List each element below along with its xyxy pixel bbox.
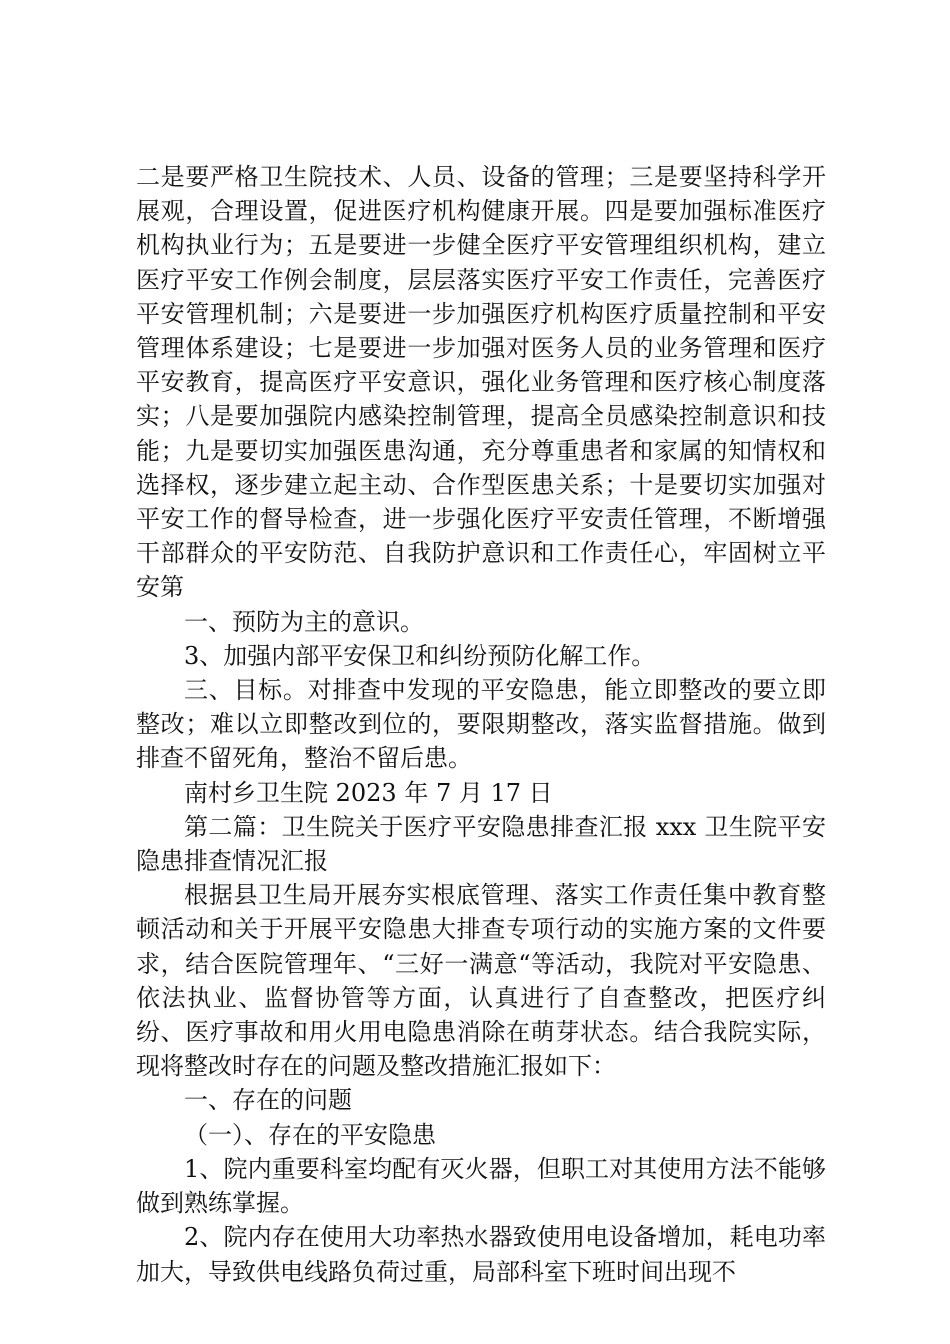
subheading-safety-hazards: （一）、存在的平安隐患 — [184, 1120, 436, 1149]
paragraph-safety-measures: 二是要严格卫生院技术、人员、设备的管理；三是要坚持科学开展观，合理设置，促进医疗机构健康开展。四是要加强标准医疗机构执业行为；五是要进一步健全医疗平安管理组织机构，建立医疗平安工作例会制度，层层落实医疗平安工作责任，完善医疗平安管理机制；六是要进一步加强医疗机构医疗质量控制和平安管理体系建设；七是要进一步加强对医务人员的业务管理和医疗平安教育，提高医疗平安意识，强化业务管理和医疗核心制度落实；八是要加强院内感染控制管理，提高全员感染控制意识和技能；九是要切实加强医患沟通，充分尊重患者和家属的知情权和选择权，逐步建立起主动、合作型医患关系；十是要切实加强对平安工作的督导检查，进一步强化医疗平安责任管理，不断增强干部群众的平安防范、自我防护意识和工作责任心，牢固树立平安第 — [136, 163, 826, 602]
list-item-power-load: 2、院内存在使用大功率热水器致使用电设备增加，耗电功率加大，导致供电线路负荷过重，局部科室下班时间出现不 — [136, 1223, 826, 1286]
heading-existing-problems: 一、存在的问题 — [184, 1086, 352, 1115]
paragraph-prevention-awareness: 一、预防为主的意识。 — [184, 607, 424, 636]
list-item-fire-extinguishers: 1、院内重要科室均配有灭火器，但职工对其使用方法不能够做到熟练掌握。 — [136, 1154, 826, 1218]
paragraph-internal-security: 3、加强内部平安保卫和纠纷预防化解工作。 — [184, 641, 656, 670]
paragraph-introduction: 根据县卫生局开展夯实根底管理、落实工作责任集中教育整顿活动和关于开展平安隐患大排查专项行动的实施方案的文件要求，结合医院管理年、“三好一满意“等活动，我院对平安隐患、依法执业、监督协管等方面，认真进行了自查整改，把医疗纠纷、医疗事故和用火用电隐患消除在萌芽状态。结合我院实际，现将整改时存在的问题及整改措施汇报如下： — [136, 881, 826, 1081]
paragraph-signature-date: 南村乡卫生院 2023 年 7 月 17 日 — [184, 778, 553, 807]
paragraph-goals: 三、目标。对排查中发现的平安隐患，能立即整改的要立即整改；难以立即整改到位的，要限期整改，落实监督措施。做到排查不留死角，整治不留后患。 — [136, 676, 826, 773]
document-body — [136, 160, 826, 1289]
paragraph-second-article-title: 第二篇：卫生院关于医疗平安隐患排查汇报 xxx 卫生院平安隐患排查情况汇报 — [136, 812, 826, 876]
